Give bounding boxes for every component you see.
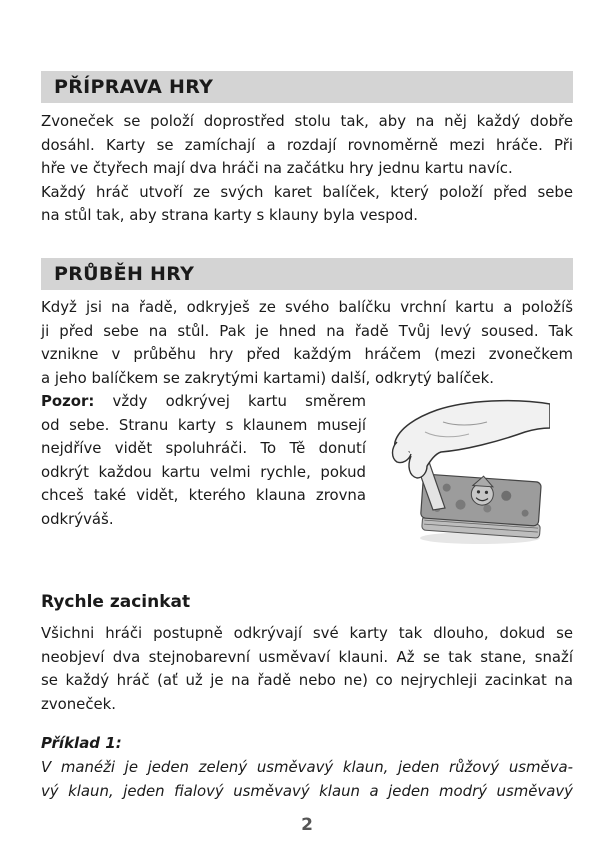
note-text: vždy odkrývej kartu směrem: [112, 392, 367, 410]
text-line: chceš také vidět, kterého klauna zrovna: [41, 486, 366, 504]
text-line: nejdříve vidět spoluhráči. To Tě donutí: [41, 439, 366, 457]
page-number: 2: [301, 815, 313, 835]
text-line: ji před sebe na stůl. Pak je hned na řadě Tvůj levý soused. Tak: [41, 321, 573, 340]
text-line: a jeho balíčkem se zakrytými kartami) další, odkrytý balíček.: [41, 368, 495, 387]
text-line: na stůl tak, aby strana karty s klauny byla vespod.: [41, 206, 419, 224]
text-line: [41, 390, 366, 414]
text-line: zvoneček.: [41, 694, 117, 713]
text-line: vý klaun, jeden fialový usměvavý klaun a jeden modrý usměvavý: [41, 782, 573, 800]
section-heading-bar: [41, 71, 573, 103]
text-line: vznikne v průběhu hry před každým hráčem (mezi zvonečkem: [41, 345, 573, 363]
paragraph: [41, 622, 573, 716]
text-line: V manéži je jeden zelený usměvavý klaun, jeden růžový usměva-: [41, 758, 573, 776]
example-title: Příklad 1:: [41, 734, 122, 752]
text-line: hře ve čtyřech mají dva hráči na začátku hry jednu kartu navíc.: [41, 159, 513, 177]
text-line: Všichni hráči postupně odkrývají své karty tak dlouho, dokud se: [41, 624, 573, 642]
text-line: Zvoneček se položí doprostřed stolu tak, aby na něj každý dobře: [41, 112, 573, 130]
text-line: dosáhl. Karty se zamíchají a rozdají rovnoměrně mezi hráče. Při: [41, 135, 573, 154]
text-line: neobjeví dva stejnobarevní usměvaví klauni. Až se tak stane, snaží: [41, 647, 573, 666]
note-label: Pozor:: [41, 392, 95, 410]
text-line: Každý hráč utvoří ze svých karet balíček, který položí před sebe: [41, 182, 573, 201]
note-paragraph: [41, 390, 366, 531]
text-line: odkrýváš.: [41, 509, 114, 528]
example-paragraph: [41, 755, 573, 803]
text-line: Když jsi na řadě, odkryješ ze svého balíčku vrchní kartu a položíš: [41, 298, 573, 316]
text-line: se každý hráč (ať už je na řadě nebo ne) co nejrychleji zacinkat na: [41, 671, 573, 689]
subsection-title: Rychle zacinkat: [41, 592, 191, 612]
text-line: odkrýt každou kartu velmi rychle, pokud: [41, 462, 366, 481]
section-heading-bar: [41, 258, 573, 290]
paragraph: [41, 296, 573, 390]
section-title: PŘÍPRAVA HRY: [54, 76, 214, 98]
text-line: od sebe. Stranu karty s klaunem musejí: [41, 415, 366, 434]
paragraph: [41, 110, 573, 228]
hand-flipping-card-illustration: [385, 398, 550, 552]
section-title: PRŮBĚH HRY: [54, 263, 195, 285]
